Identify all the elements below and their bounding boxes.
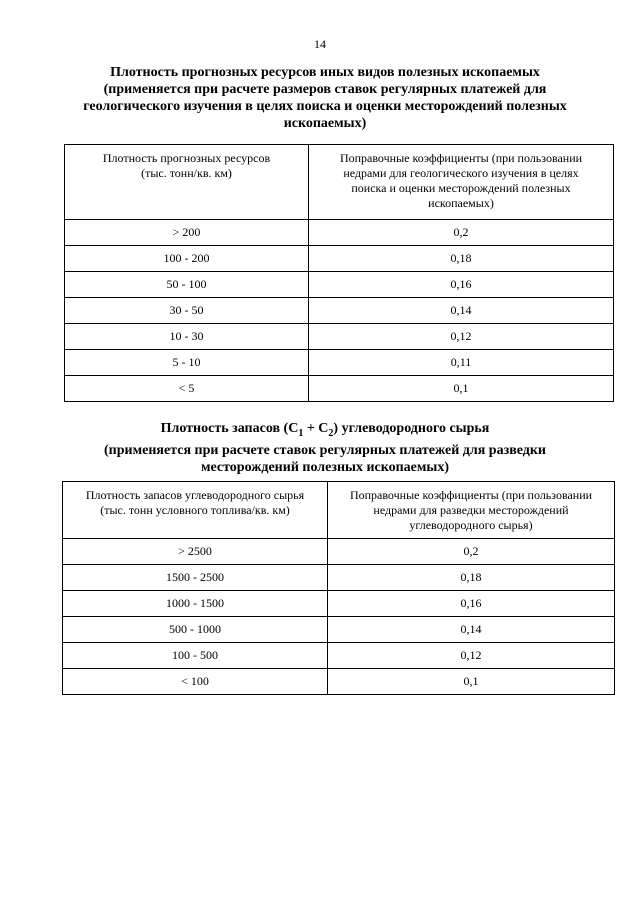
coefficient-cell: 0,2 (309, 220, 614, 246)
header-density (63, 482, 328, 539)
header-text: недрами для геологического изучения в целях (343, 166, 579, 180)
density-cell: 1000 - 1500 (63, 591, 328, 617)
density-cell: 100 - 500 (63, 643, 328, 669)
table-row (65, 298, 614, 324)
table-row (63, 669, 615, 695)
coefficient-cell: 0,12 (309, 324, 614, 350)
header-coefficient (309, 145, 614, 220)
table-header-row (65, 145, 614, 220)
table-row (63, 591, 615, 617)
table-header-row (63, 482, 615, 539)
coefficient-cell: 0,16 (309, 272, 614, 298)
reserves-density-table (62, 481, 615, 695)
section1-title-line: Плотность прогнозных ресурсов иных видов полезных ископаемых (110, 65, 540, 80)
header-density (65, 145, 309, 220)
table-row (65, 272, 614, 298)
header-text: недрами для разведки месторождений (373, 503, 569, 517)
header-text: углеводородного сырья) (409, 518, 533, 532)
coefficient-cell: 0,14 (309, 298, 614, 324)
resources-density-table (64, 144, 614, 402)
density-cell: 5 - 10 (65, 350, 309, 376)
coefficient-cell: 0,2 (328, 539, 615, 565)
subscript: 2 (328, 427, 334, 439)
table-row (63, 617, 615, 643)
coefficient-cell: 0,16 (328, 591, 615, 617)
section2-title-line: (применяется при расчете ставок регулярных платежей для разведки (104, 442, 546, 458)
section2-title (60, 420, 590, 476)
density-cell: 1500 - 2500 (63, 565, 328, 591)
density-cell: 500 - 1000 (63, 617, 328, 643)
table-row (65, 246, 614, 272)
section1-title-line: геологического изучения в целях поиска и оценки месторождений полезных (83, 99, 567, 114)
table-row (65, 220, 614, 246)
header-text: Поправочные коэффициенты (при пользовании (349, 488, 593, 502)
coefficient-cell: 0,18 (309, 246, 614, 272)
table-row (65, 324, 614, 350)
table-row (63, 539, 615, 565)
density-cell: 100 - 200 (65, 246, 309, 272)
title-text: + С (303, 421, 329, 436)
section1-title-line: (применяется при расчете размеров ставок регулярных платежей для (103, 82, 547, 97)
title-text: Плотность запасов (С (160, 421, 299, 436)
section1-title-line: ископаемых) (283, 116, 367, 131)
subscript: 1 (298, 427, 304, 439)
section2-title-line: месторождений полезных ископаемых) (200, 459, 450, 475)
coefficient-cell: 0,1 (309, 376, 614, 402)
density-cell: > 200 (65, 220, 309, 246)
density-cell: 50 - 100 (65, 272, 309, 298)
table-row (65, 376, 614, 402)
page-number: 14 (314, 37, 326, 51)
table-row (63, 565, 615, 591)
density-cell: < 100 (63, 669, 328, 695)
header-text: поиска и оценки месторождений полезных (351, 181, 571, 195)
section1-title (60, 64, 590, 132)
coefficient-cell: 0,1 (328, 669, 615, 695)
coefficient-cell: 0,11 (309, 350, 614, 376)
header-text: Плотность прогнозных ресурсов (102, 151, 271, 165)
header-coefficient (328, 482, 615, 539)
coefficient-cell: 0,14 (328, 617, 615, 643)
header-text: (тыс. тонн/кв. км) (141, 166, 232, 180)
table-row (63, 643, 615, 669)
header-text: ископаемых) (428, 196, 494, 210)
density-cell: < 5 (65, 376, 309, 402)
coefficient-cell: 0,18 (328, 565, 615, 591)
section2-title-line (60, 420, 590, 442)
density-cell: 10 - 30 (65, 324, 309, 350)
density-cell: > 2500 (63, 539, 328, 565)
header-text: (тыс. тонн условного топлива/кв. км) (100, 503, 290, 517)
header-text: Плотность запасов углеводородного сырья (85, 488, 305, 502)
title-text: ) углеводородного сырья (333, 421, 490, 436)
header-text: Поправочные коэффициенты (при пользовании (339, 151, 583, 165)
density-cell: 30 - 50 (65, 298, 309, 324)
coefficient-cell: 0,12 (328, 643, 615, 669)
table-row (65, 350, 614, 376)
